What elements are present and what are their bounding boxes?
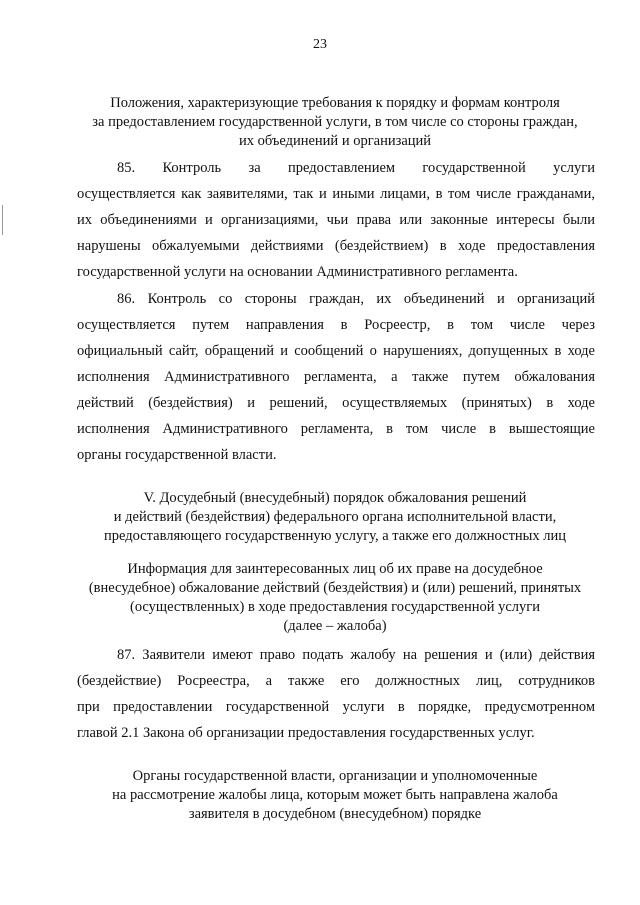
heading-line: на рассмотрение жалобы лица, которым может быть направлена жалоба xyxy=(112,787,558,803)
heading-line: их объединений и организаций xyxy=(238,133,432,149)
paragraph-line: государственной услуги на основании Административного регламента. xyxy=(77,264,518,280)
paragraph-line: нарушены обжалуемыми действиями (бездействием) в ходе предоставления xyxy=(77,238,595,254)
heading-line: Информация для заинтересованных лиц об их праве на досудебное xyxy=(127,561,543,577)
paragraph-line: при предоставлении государственной услуги в порядке, предусмотренном xyxy=(77,699,595,715)
page-number: 23 xyxy=(313,37,327,52)
paragraph-line: осуществляется путем направления в Росреестр, в том числе через xyxy=(77,317,595,333)
heading-complaint-bodies xyxy=(70,767,600,824)
heading-line: заявителя в досудебном (внесудебном) порядке xyxy=(188,806,482,822)
paragraph-line: действий (бездействия) и решений, осуществляемых (принятых) в ходе xyxy=(77,395,595,411)
heading-line: за предоставлением государственной услуги, в том числе со стороны граждан, xyxy=(92,114,578,130)
heading-control-provisions xyxy=(70,94,600,151)
scan-edge-mark xyxy=(2,205,3,235)
heading-complaint-info xyxy=(70,560,600,636)
heading-line: Положения, характеризующие требования к порядку и формам контроля xyxy=(110,95,560,111)
heading-line: и действий (бездействия) федерального органа исполнительной власти, xyxy=(113,509,557,525)
paragraph-line: (бездействие) Росреестра, а также его должностных лиц, сотрудников xyxy=(77,673,595,689)
paragraph-line: 86. Контроль со стороны граждан, их объединений и организаций xyxy=(117,291,595,307)
paragraph-line: 87. Заявители имеют право подать жалобу на решения и (или) действия xyxy=(117,647,595,663)
paragraph-86 xyxy=(77,286,595,468)
heading-line: (осуществленных) в ходе предоставления государственной услуги xyxy=(129,599,540,615)
heading-line: (внесудебное) обжалование действий (бездействия) и (или) решений, принятых xyxy=(88,580,582,596)
paragraph-line: главой 2.1 Закона об организации предоставления государственных услуг. xyxy=(77,725,535,741)
paragraph-line: официальный сайт, обращений и сообщений о нарушениях, допущенных в ходе xyxy=(77,343,595,359)
heading-line: V. Досудебный (внесудебный) порядок обжалования решений xyxy=(143,490,527,506)
heading-section-v xyxy=(70,489,600,546)
paragraph-85 xyxy=(77,155,595,285)
paragraph-line: осуществляется как заявителями, так и иными лицами, в том числе гражданами, xyxy=(77,186,595,202)
paragraph-line: органы государственной власти. xyxy=(77,447,277,463)
heading-line: (далее – жалоба) xyxy=(283,618,387,634)
paragraph-line: исполнения Административного регламента, в том числе в вышестоящие xyxy=(77,421,595,437)
paragraph-line: их объединениями и организациями, чьи права или законные интересы были xyxy=(77,212,595,228)
heading-line: предоставляющего государственную услугу, а также его должностных лиц xyxy=(103,528,567,544)
paragraph-line: 85. Контроль за предоставлением государственной услуги xyxy=(117,160,595,176)
heading-line: Органы государственной власти, организации и уполномоченные xyxy=(132,768,538,784)
paragraph-line: исполнения Административного регламента, а также путем обжалования xyxy=(77,369,595,385)
paragraph-87 xyxy=(77,642,595,746)
